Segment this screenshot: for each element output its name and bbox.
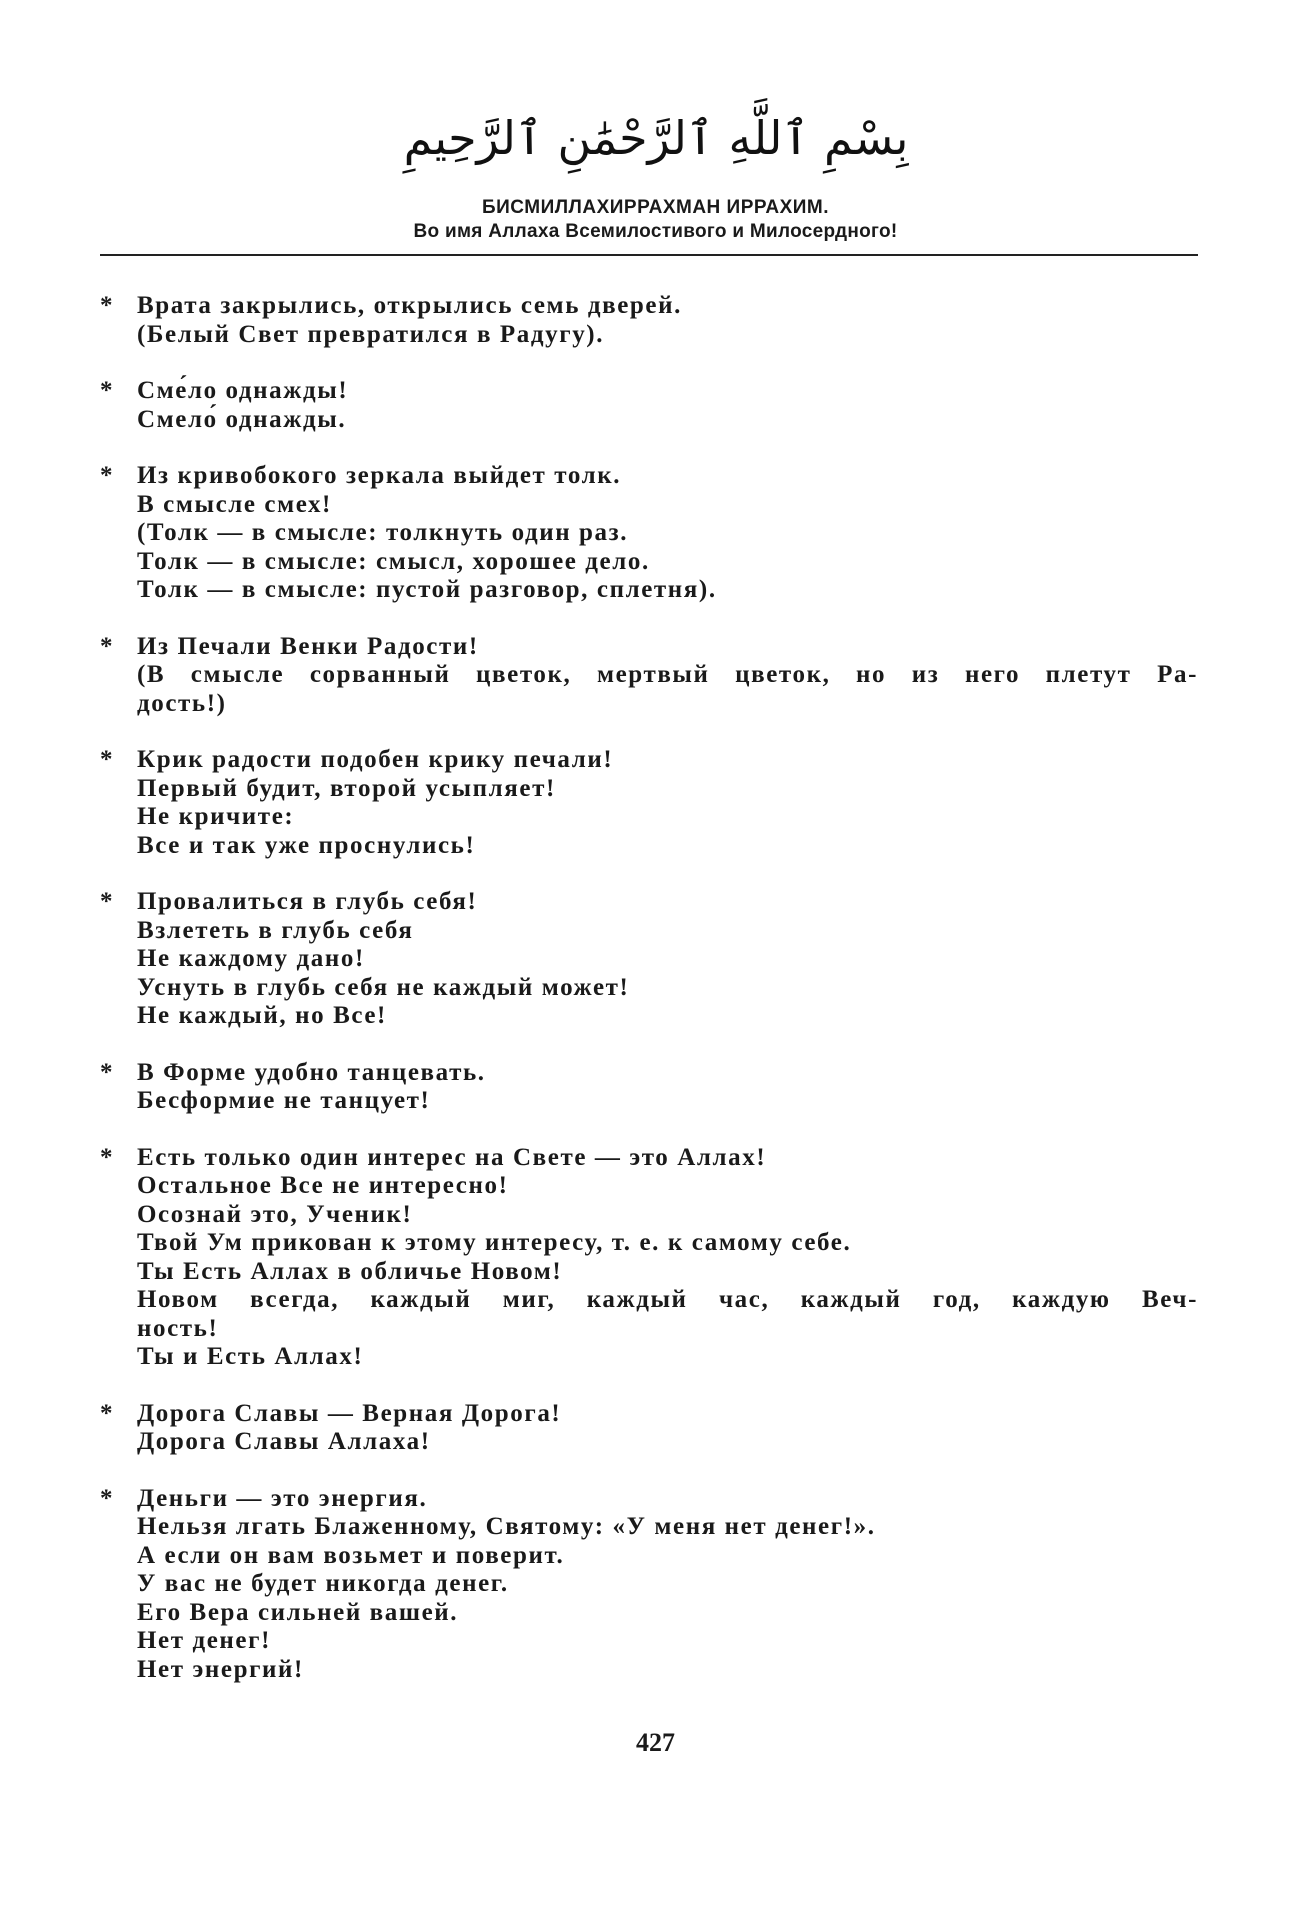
stanza-line: Ты Есть Аллах в обличье Новом! xyxy=(137,1257,563,1285)
stanza-line: Первый будит, второй усыпляет! xyxy=(137,774,556,802)
stanza-bullet: * xyxy=(100,1399,115,1427)
stanza-line: Дорога Славы — Верная Дорога! xyxy=(137,1399,562,1427)
stanza-line: Из Печали Венки Радости! xyxy=(137,632,479,660)
stanza-line: Уснуть в глубь себя не каждый может! xyxy=(137,973,630,1001)
stanza-line: Деньги — это энергия. xyxy=(137,1484,428,1512)
header-title: БИСМИЛЛАХИРРАХМАН ИРРАХИМ. xyxy=(481,197,830,218)
stanza-bullet: * xyxy=(100,1143,115,1171)
bismillah-calligraphy-text: بِسْمِ ٱللَّهِ ٱلرَّحْمَٰنِ ٱلرَّحِيمِ xyxy=(403,111,908,165)
stanza-line: Твой Ум прикован к этому интересу, т. е. к самому себе. xyxy=(137,1229,852,1256)
stanza-line: Смело́ однажды. xyxy=(137,405,347,433)
stanza xyxy=(100,1144,1198,1372)
stanza-bullet: * xyxy=(100,1058,115,1086)
stanza-bullet: * xyxy=(100,746,115,773)
stanza-line: У вас не будет никогда денег. xyxy=(137,1570,509,1597)
stanza-line: Его Вера сильней вашей. xyxy=(137,1598,459,1626)
stanza-line: Провалиться в глубь себя! xyxy=(137,888,478,915)
stanza-line: Не каждому дано! xyxy=(137,945,365,972)
stanza-line: Толк — в смысле: смысл, хорошее дело. xyxy=(137,547,650,575)
stanza-line: Осознай это, Ученик! xyxy=(137,1200,413,1228)
stanza-line: Сме́ло однажды! xyxy=(137,377,349,404)
page-body xyxy=(100,292,1198,1712)
stanza xyxy=(100,292,1198,349)
stanza-bullet: * xyxy=(100,462,115,489)
stanza-line: Нельзя лгать Блаженному, Святому: «У меня нет денег!». xyxy=(137,1513,876,1540)
stanza-line: Взлететь в глубь себя xyxy=(137,916,414,944)
stanza-line: Все и так уже проснулись! xyxy=(137,831,476,859)
bismillah-calligraphy xyxy=(403,92,908,182)
stanza-bullet: * xyxy=(100,1484,115,1512)
stanza xyxy=(100,633,1198,719)
stanza-line: А если он вам возьмет и поверит. xyxy=(137,1541,565,1569)
stanza-line: В Форме удобно танцевать. xyxy=(137,1058,486,1086)
stanza xyxy=(100,1400,1198,1457)
page-number: 427 xyxy=(636,1728,675,1757)
stanza-line: Ты и Есть Аллах! xyxy=(137,1343,364,1370)
stanza-line: Есть только один интерес на Свете — это Аллах! xyxy=(137,1143,767,1171)
stanza-line: Не каждый, но Все! xyxy=(137,1002,387,1029)
stanza xyxy=(100,377,1198,434)
header-divider xyxy=(100,254,1198,256)
stanza-line: Не кричите: xyxy=(137,803,295,830)
stanza-line: Дорога Славы Аллаха! xyxy=(137,1428,431,1455)
stanza-line: Нет энергий! xyxy=(137,1655,304,1683)
stanza-line: ность! xyxy=(137,1314,219,1342)
stanza-bullet: * xyxy=(100,888,115,915)
stanza xyxy=(100,888,1198,1031)
stanza-line: Крик радости подобен крику печали! xyxy=(137,746,614,773)
stanza-line: Толк — в смысле: пустой разговор, сплетня). xyxy=(137,576,717,603)
stanza-line: Нет денег! xyxy=(137,1627,271,1654)
stanza-line: Врата закрылись, открылись семь дверей. xyxy=(137,292,682,319)
stanza xyxy=(100,746,1198,860)
stanza-line: (В смысле сорванный цветок, мертвый цветок, но из него плетут Ра- xyxy=(137,661,1198,688)
stanza-bullet: * xyxy=(100,632,115,660)
stanza-line: дость!) xyxy=(137,689,227,717)
stanza-line: Бесформие не танцует! xyxy=(137,1087,431,1114)
stanza xyxy=(100,462,1198,605)
stanza-line: (Белый Свет превратился в Радугу). xyxy=(137,320,605,348)
stanza-line: (Толк — в смысле: толкнуть один раз. xyxy=(137,519,629,546)
stanza xyxy=(100,1485,1198,1685)
header-subtitle: Во имя Аллаха Всемилостивого и Милосердного! xyxy=(413,221,898,242)
stanza xyxy=(100,1059,1198,1116)
stanza-line: Из кривобокого зеркала выйдет толк. xyxy=(137,462,622,489)
stanza-bullet: * xyxy=(100,377,115,404)
page-header xyxy=(0,92,1311,244)
stanza-line: В смысле смех! xyxy=(137,490,332,518)
stanza-bullet: * xyxy=(100,292,115,319)
stanza-line: Остальное Все не интересно! xyxy=(137,1172,509,1199)
stanza-line: Новом всегда, каждый миг, каждый час, каждый год, каждую Веч- xyxy=(137,1286,1198,1313)
